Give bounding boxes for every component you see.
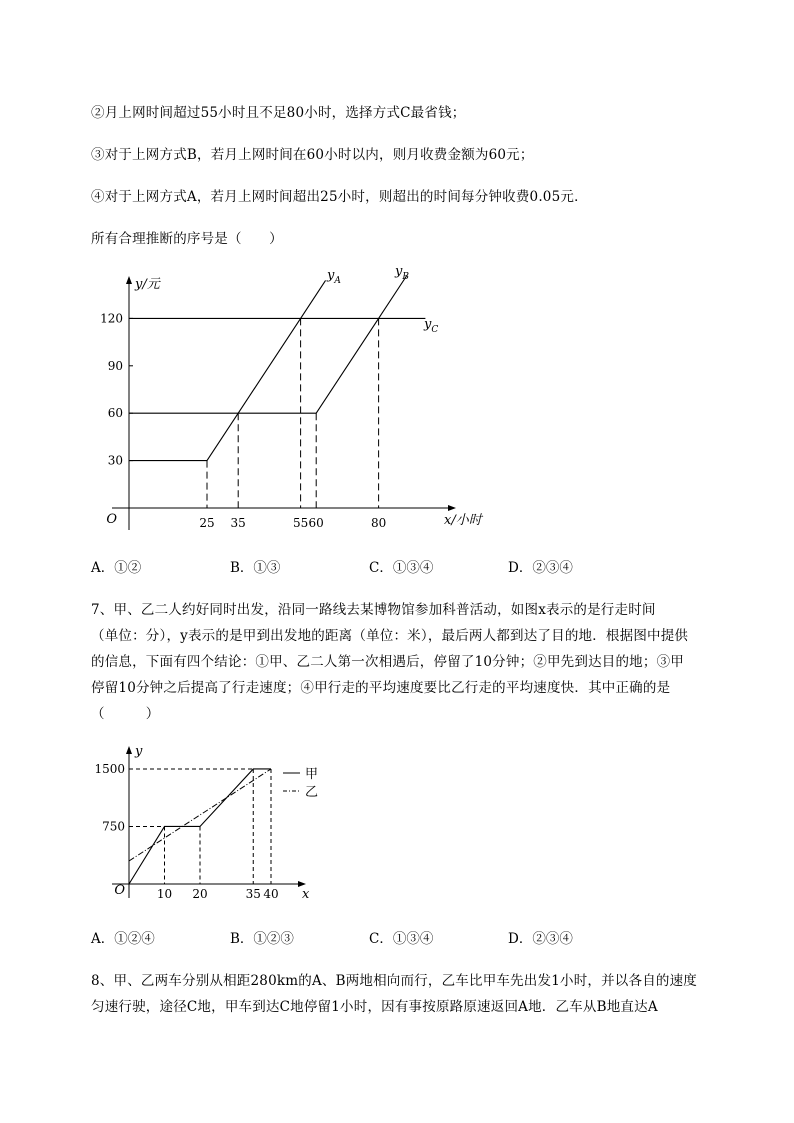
q6-statement-3: ③对于上网方式B，若月上网时间在60小时以内，则月收费金额为60元； <box>91 147 534 163</box>
series-label-yb: $y_B$ <box>395 264 409 282</box>
y-tick-label: 30 <box>107 453 123 468</box>
q7-option-c[interactable]: C．①③④ <box>369 931 434 947</box>
q6-statement-2: ②月上网时间超过55小时且不足80小时，选择方式C最省钱； <box>91 105 466 121</box>
series-line-yi <box>129 769 271 861</box>
q8-line-1: 8、甲、乙两车分别从相距280km的A、B两地相向而行，乙车比甲车先出发1小时，并以各自的速度 <box>91 973 697 989</box>
x-tick-label: 55 <box>292 516 309 530</box>
q8-line-2: 匀速行驶，途径C地，甲车到达C地停留1小时，因有事按原路原速返回A地．乙车从B地直达A <box>91 999 658 1015</box>
origin-label: O <box>114 883 125 898</box>
y-tick-label: 60 <box>107 406 123 421</box>
q7-line-4: 停留10分钟之后提高了行走速度；④甲行走的平均速度要比乙行走的平均速度快．其中正确的是 <box>91 680 671 696</box>
x-tick-label: 25 <box>199 516 215 530</box>
x-axis-label: x/小时 <box>444 513 482 528</box>
q6-option-b[interactable]: B．①③ <box>230 560 281 576</box>
x-axis-label: x <box>302 887 310 902</box>
q6-statement-4: ④对于上网方式A，若月上网时间超出25小时，则超出的时间每分钟收费0.05元． <box>91 189 588 205</box>
q6-option-d[interactable]: D．②③④ <box>508 560 573 576</box>
x-tick-label: 80 <box>370 516 387 530</box>
q7-option-d[interactable]: D．②③④ <box>508 931 573 947</box>
y-axis-label: y <box>135 744 143 759</box>
q7-line-2: （单位：分），y表示的是甲到出发地的距离（单位：米），最后两人都到达了目的地．根据图中提供 <box>91 628 689 644</box>
q7-line-5: （ ） <box>91 706 160 722</box>
x-tick-label: 10 <box>156 887 173 901</box>
y-tick-label: 750 <box>102 819 125 834</box>
y-axis-label: y/元 <box>135 277 160 292</box>
x-tick-label: 35 <box>230 516 246 530</box>
y-tick-label: 1500 <box>94 761 125 776</box>
q7-line-1: 7、甲、乙二人约好同时出发，沿同一路线去某博物馆参加科普活动，如图x表示的是行走时间 <box>91 602 656 618</box>
series-label-yc: $y_C$ <box>424 317 439 335</box>
x-tick-label: 60 <box>308 516 324 530</box>
legend-label-yi: 乙 <box>305 785 319 800</box>
series-label-ya: $y_A$ <box>327 268 341 286</box>
q7-line-3: 的信息，下面有四个结论：①甲、乙二人第一次相遇后，停留了10分钟；②甲先到达目的地；③甲 <box>91 654 684 670</box>
origin-label: O <box>106 512 117 527</box>
q7-option-b[interactable]: B．①②③ <box>230 931 294 947</box>
x-tick-label: 20 <box>192 887 208 901</box>
q6-option-c[interactable]: C．①③④ <box>369 560 434 576</box>
y-tick-label: 90 <box>107 358 123 373</box>
y-tick-label: 120 <box>100 311 123 326</box>
q6-option-a[interactable]: A．①② <box>91 560 142 576</box>
y-axis-arrow <box>126 746 132 754</box>
x-tick-label: 35 <box>245 887 261 901</box>
legend-label-jia: 甲 <box>305 767 319 782</box>
q7-option-a[interactable]: A．①②④ <box>91 931 155 947</box>
x-tick-label: 40 <box>263 887 279 901</box>
q6-question: 所有合理推断的序号是（ ） <box>91 231 283 247</box>
